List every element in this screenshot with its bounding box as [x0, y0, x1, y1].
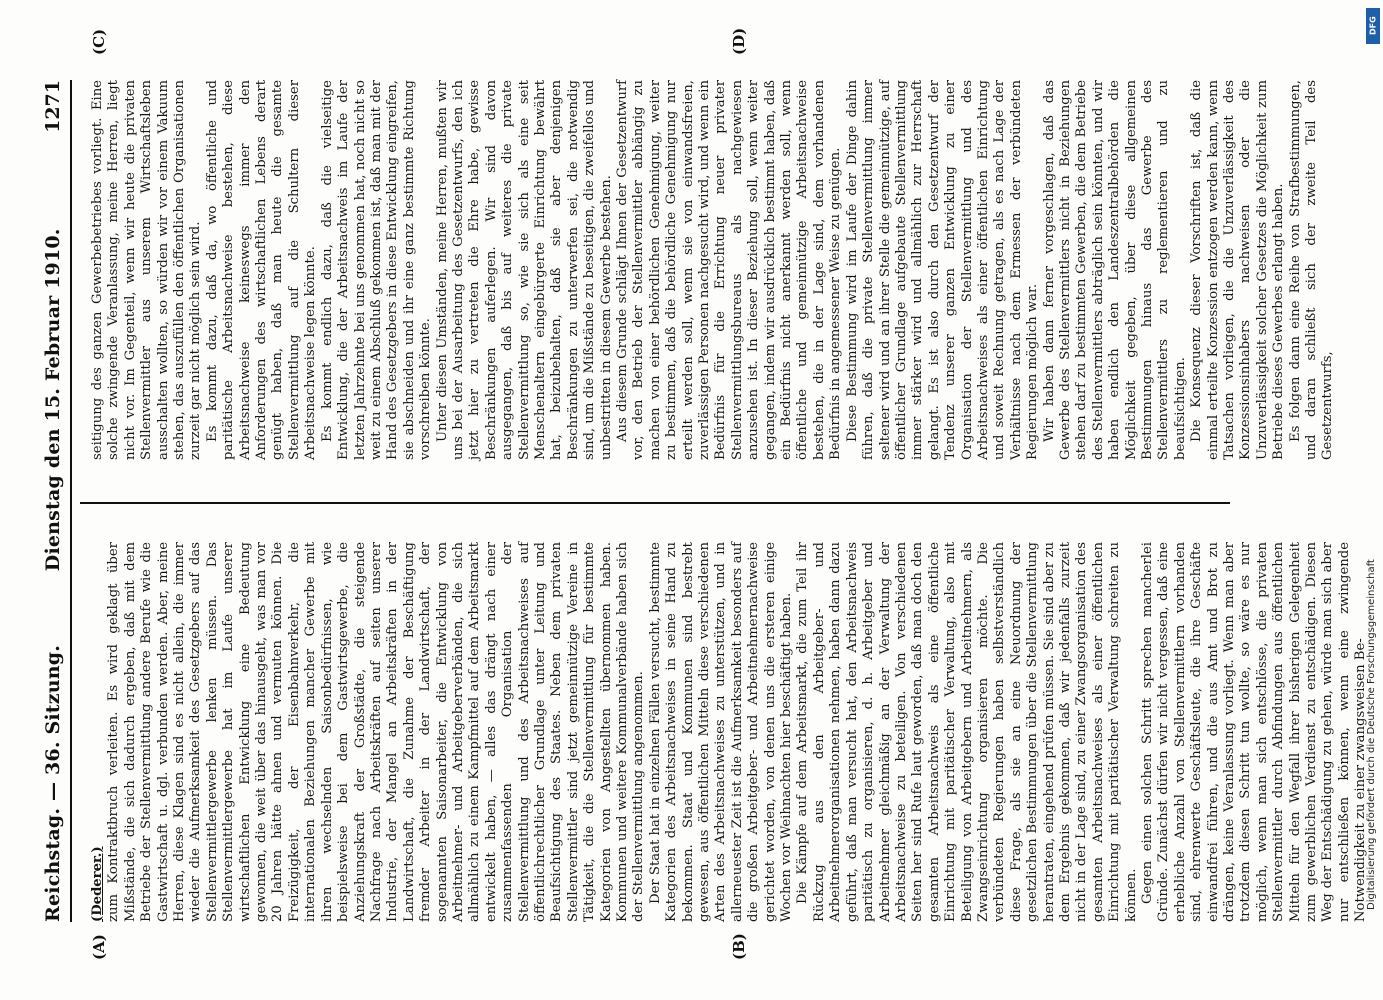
header-date: Dienstag den 15. Februar 1910.	[42, 228, 64, 572]
page-number: 1271	[42, 80, 64, 133]
left-paragraph: zum Kontraktbruch verleiten. Es wird geklagt über Mißstände, die sich dadurch ergeben, daß mit dem Betriebe der Stellenvermittlung andere Berufe wie die Gastwirtschaft u. dgl. verbunden werden. Aber, meine Herren, diese Klagen sind es nicht allein, die immer wieder die Aufmerksamkeit des Gesetzgebers auf das Stellenvermittlergewerbe lenken müssen. Das Stellenvermittlergewerbe hat im Laufe unserer wirtschaftlichen Entwicklung eine Bedeutung gewonnen, die weit über das hinausgeht, was man vor 20 Jahren hätte ahnen und vermuten können. Die Freizügigkeit, der Eisenbahnverkehr, die internationalen Beziehungen mancher Gewerbe mit ihren wechselnden Saisonbedürfnissen, wie beispielsweise bei dem Gastwirtsgewerbe, die Anziehungskraft der Großstädte, die steigende Nachfrage nach Arbeitskräften auf seiten unserer Industrie, der Mangel an Arbeitskräften in der Landwirtschaft, die Zunahme der Beschäftigung fremder Arbeiter in der Landwirtschaft, der sogenannten Saisonarbeiter, die Entwicklung von Arbeitnehmer- und Arbeitgeberverbänden, die sich allmählich zu einem Kampfmittel auf dem Arbeitsmarkt entwickelt haben, — alles das drängt nach einer zusammenfassenden Organisation der Stellenvermittlung und des Arbeitsnachweises auf öffentlichrechtlicher Grundlage unter Leitung und Beaufsichtigung des Staates. Neben dem privaten Stellenvermittler sind jetzt gemeinnützige Vereine in Tätigkeit, die die Stellenvermittlung für bestimmte Kategorien von Angestellten übernommen haben. Kommunen und weitere Kommunalverbände haben sich der Stellenvermittlung angenommen.	[106, 542, 647, 922]
right-column	[90, 80, 1336, 460]
left-paragraph: Die Kämpfe auf dem Arbeitsmarkt, die zum Teil ihr Rückzug aus den Arbeitgeber- und Arbeitnehmerorganisationen nehmen, haben dann dazu geführt, daß man versucht hat, den Arbeitsnachweis paritätisch zu organisieren, d. h. Arbeitgeber und Arbeitnehmer gleichmäßig an der Verwaltung der Arbeitsnachweise zu beteiligen. Von verschiedenen Seiten her sind Rufe laut geworden, daß man doch den gesamten Arbeitsnachweis als eine öffentliche Einrichtung mit paritätischer Verwaltung, also mit Beteiligung von Arbeitgebern und Arbeitnehmern, als Zwangseinrichtung organisieren möchte. Die verbündeten Regierungen haben selbstverständlich diese Frage, als sie an eine Neuordnung der gesetzlichen Bestimmungen über die Stellenvermittlung herantraten, eingehend prüfen müssen. Sie sind aber zu dem Ergebnis gekommen, daß wir jedenfalls zurzeit nicht in der Lage sind, zu einer Zwangsorganisation des gesamten Arbeitsnachweises als einer öffentlichen Einrichtung mit paritätischer Verwaltung schreiten zu können.	[795, 542, 1139, 922]
right-paragraph: Die Konsequenz dieser Vorschriften ist, daß die einmal erteilte Konzession entzogen werden kann, wenn Tatsachen vorliegen, die die Unzuverlässigkeit des Konzessionsinhabers nachweisen oder die Unzuverlässigkeit solcher Gesetzes die Möglichkeit zum Betriebe dieses Gewerbes erlangt haben.	[1189, 80, 1287, 460]
right-paragraph: Aus diesem Grunde schlägt Ihnen der Gesetzentwurf vor, den Betrieb der Stellenvermittler abhängig zu machen von einer behördlichen Genehmigung, weiter zu bestimmen, daß die behördliche Genehmigung nur erteilt werden soll, wenn sie von einwandsfreien, zuverlässigen Personen nachgesucht wird, und wenn ein Bedürfnis für die Errichtung neuer privater Stellenvermittlungsbureaus als nachgewiesen anzusehen ist. In dieser Beziehung soll, wenn weiter gegangen, indem wir ausdrücklich bestimmt haben, daß ein Bedürfnis nicht anerkannt werden soll, wenn öffentliche und gemeinnützige Arbeitsnachweise bestehen, die in der Lage sind, dem vorhandenen Bedürfnis in angemessener Weise zu genügen.	[615, 80, 844, 460]
right-paragraph: Es kommt dazu, daß da, wo öffentliche und paritätische Arbeitsnachweise bestehen, diese Arbeitsnachweise keineswegs immer den Anforderungen des wirtschaftlichen Lebens derart genügt haben, daß man heute die gesamte Stellenvermittlung auf die Schultern dieser Arbeitsnachweise legen könnte.	[204, 80, 319, 460]
header-session: Reichstag. — 36. Sitzung.	[42, 644, 64, 922]
margin-marker-b: (B)	[730, 933, 748, 960]
right-paragraph: Wir haben dann ferner vorgeschlagen, daß das Gewerbe des Stellenvermittlers nicht in Beziehungen stehen darf zu bestimmten Gewerben, die dem Betriebe des Stellenvermittlers abträglich sein könnten, und wir haben endlich den Landeszentralbehörden die Möglichkeit gegeben, über diese allgemeinen Bestimmungen hinaus das Gewerbe des Stellenvermittlers zu reglementieren und zu beaufsichtigen.	[1041, 80, 1188, 460]
dfg-logo: DFG	[1366, 8, 1380, 44]
margin-marker-c: (C)	[90, 28, 108, 55]
page-header	[36, 80, 72, 922]
right-paragraph: seitigung des ganzen Gewerbebetriebes vorliegt. Eine solche zwingende Veranlassung, meine Herren, liegt nicht vor. Im Gegenteil, wenn wir heute die privaten Stellenvermittler aus unserem Wirtschaftsleben ausschalten wollten, so würden wir vor einem Vakuum stehen, das auszufüllen den öffentlichen Organisationen zurzeit gar nicht möglich sein wird.	[90, 80, 204, 460]
margin-marker-d: (D)	[730, 27, 748, 55]
digitization-credit	[1366, 8, 1380, 928]
right-paragraph: Es folgen dann eine Reihe von Strafbestimmungen, und daran schließt sich der zweite Teil des Gesetzentwurfs,	[1287, 80, 1336, 460]
left-paragraph: Gegen einen solchen Schritt sprechen mancherlei Gründe. Zunächst dürfen wir nicht vergessen, daß eine erhebliche Anzahl von Stellenvermittlern vorhanden sind, ehrenwerte Geschäftsleute, die ihre Geschäfte einwandfrei führen, und die aus Amt und Brot zu drängen, keine Veranlassung vorliegt. Wenn man aber trotzdem diesen Schritt tun wollte, so wäre es nur möglich, wenn man sich entschlösse, die privaten Stellenvermittler durch Abfindungen aus öffentlichen Mitteln für den Wegfall ihrer bisherigen Gelegenheit zum gewerblichen Verdienst zu entschädigen. Diesen Weg der Entschädigung zu gehen, würde man sich aber nur entschließen können, wenn eine zwingende Notwendigkeit zu einer zwangsweisen Be-	[1140, 542, 1369, 922]
right-paragraph: Unter diesen Umständen, meine Herren, mußten wir uns bei der Ausarbeitung des Gesetzentwurfs, den ich jetzt hier zu vertreten die Ehre habe, gewisse Beschränkungen auferlegen. Wir sind davon ausgegangen, daß bis auf weiteres die private Stellenvermittlung so, wie sie sich als eine seit Menschenaltern eingebürgerte Einrichtung bewährt hat, beizubehalten, daß sie aber denjenigen Beschränkungen zu unterwerfen sei, die notwendig sind, um die Mißstände zu beseitigen, die zweifellos und unbestritten in diesem Gewerbe bestehen.	[434, 80, 614, 460]
speaker-continued: (Dederer.)	[90, 846, 105, 922]
column-divider	[80, 502, 1230, 504]
left-column	[90, 542, 1369, 922]
left-paragraph: Der Staat hat in einzelnen Fällen versucht, bestimmte Kategorien des Arbeitsnachweises in seine Hand zu bekommen. Staat und Kommunen sind bestrebt gewesen, aus öffentlichen Mitteln diese verschiedenen Arten des Arbeitsnachweises zu unterstützen, und in allerneuester Zeit ist die Aufmerksamkeit besonders auf die großen Arbeitgeber- und Arbeitnehmernachweise gerichtet worden, von denen uns die ersteren einige Wochen vor Weihnachten hier beschäftigt haben.	[647, 542, 795, 922]
right-paragraph: Es kommt endlich dazu, daß die vielseitige Entwicklung, die der Arbeitsnachweis im Laufe der letzten Jahrzehnte bei uns genommen hat, noch nicht so weit zu einem Abschluß gekommen ist, daß man mit der Hand des Gesetzgebers in diese Entwicklung eingreifen, sie abschneiden und ihr eine ganz bestimmte Richtung vorschreiben könnte.	[319, 80, 434, 460]
credit-text: Digitalisierung gefördert durch die Deutsche Forschungsgemeinschaft	[1366, 559, 1377, 910]
right-paragraph: Diese Bestimmung wird im Laufe der Dinge dahin führen, daß die private Stellenvermittlung immer seltener wird und an ihrer Stelle die gemeinnützige, auf öffentlicher Grundlage aufgebaute Stellenvermittlung immer stärker wird und allmählich zur Herrschaft gelangt. Es ist also durch den Gesetzentwurf der Tendenz unserer ganzen Entwicklung zu einer Organisation der Stellenvermittlung und des Arbeitsnachweises als einer öffentlichen Einrichtung und soweit Rechnung getragen, als es nach Lage der Verhältnisse nach dem Ermessen der verbündeten Regierungen möglich war.	[844, 80, 1041, 460]
header-left	[42, 228, 64, 922]
margin-marker-a: (A)	[90, 934, 108, 960]
